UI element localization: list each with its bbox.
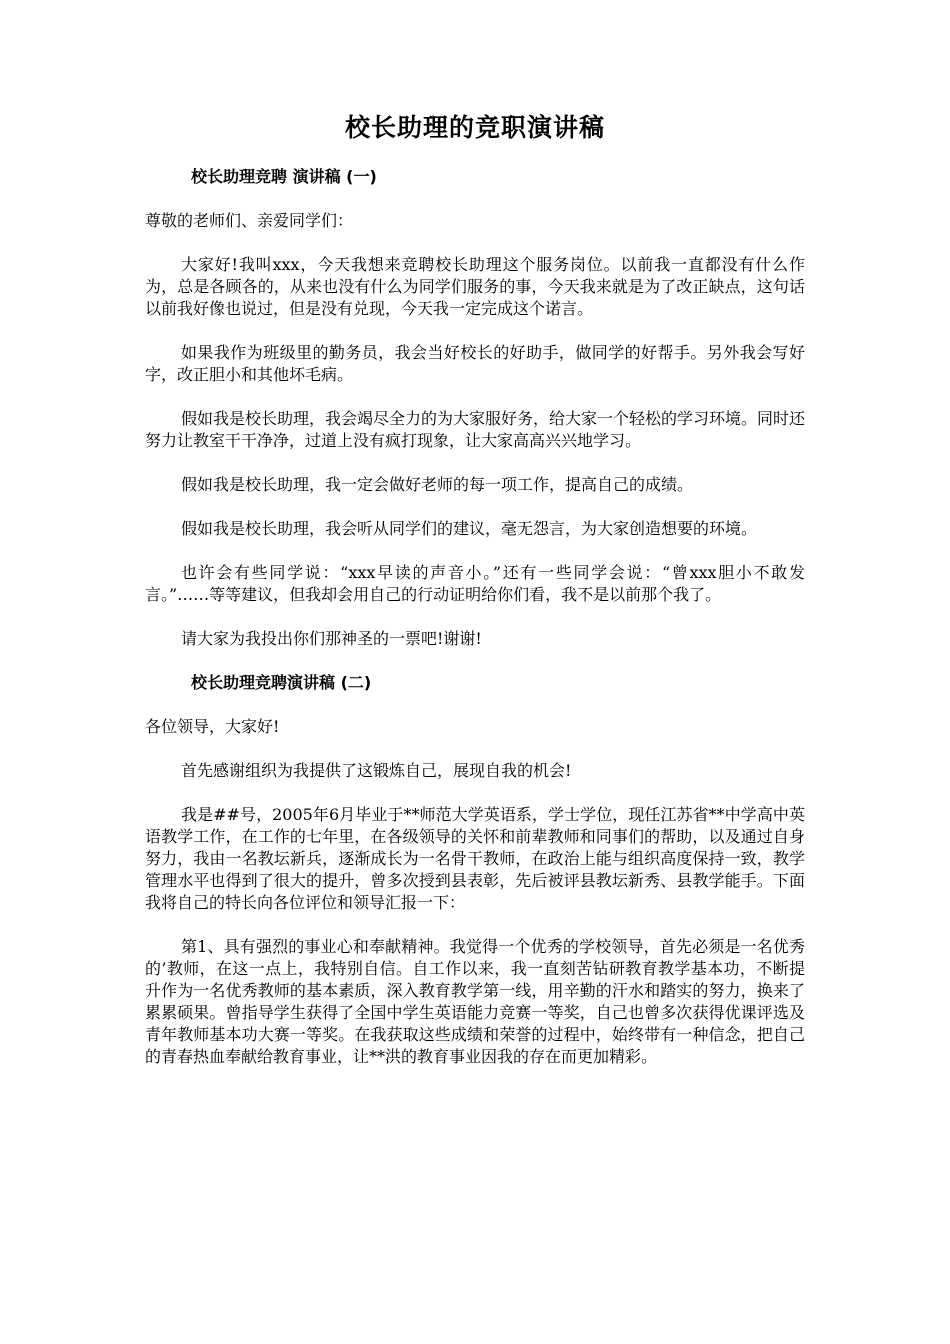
paragraph: 假如我是校长助理，我一定会做好老师的每一项工作，提高自己的成绩。 [181, 475, 694, 494]
paragraph: 请大家为我投出你们那神圣的一票吧!谢谢! [181, 629, 482, 648]
salutation: 各位领导，大家好! [145, 717, 280, 736]
section-two [145, 672, 805, 1068]
section-one [145, 166, 805, 650]
section-heading: 校长助理竞聘演讲稿 (二) [191, 673, 372, 692]
paragraph: 第1、具有强烈的事业心和奉献精神。我觉得一个优秀的学校领导，首先必须是一名优秀的’教师，在这一点上，我特别自信。自工作以来，我一直刻苦钻研教育教学基本功，不断提升作为一名优秀教师的基本素质，深入教育教学第一线，用辛勤的汗水和踏实的努力，换来了累累硕果。曾指导学生获得了全国中学生英语能力竞赛一等奖，自己也曾多次获得优课评选及青年教师基本功大赛一等奖。在我获取这些成绩和荣誉的过程中，始终带有一种信念，把自己的青春热血奉献给教育事业，让**洪的教育事业因我的存在而更加精彩。 [145, 937, 805, 1066]
document-page [145, 110, 805, 1090]
document-title: 校长助理的竞职演讲稿 [344, 113, 605, 142]
paragraph: 如果我作为班级里的勤务员，我会当好校长的好助手，做同学的好帮手。另外我会写好字，改正胆小和其他坏毛病。 [145, 343, 805, 384]
paragraph: 大家好!我叫xxx，今天我想来竞聘校长助理这个服务岗位。以前我一直都没有什么作为，总是各顾各的，从来也没有什么为同学们服务的事，今天我来就是为了改正缺点，这句话以前我好像也说过，但是没有兑现，今天我一定完成这个诺言。 [145, 255, 805, 318]
section-heading: 校长助理竞聘 演讲稿 (一) [191, 167, 377, 186]
paragraph: 假如我是校长助理，我会竭尽全力的为大家服好务，给大家一个轻松的学习环境。同时还努力让教室干干净净，过道上没有疯打现象，让大家高高兴兴地学习。 [145, 409, 806, 450]
paragraph: 也许会有些同学说：“xxx早读的声音小。”还有一些同学会说：“曾xxx胆小不敢发言。”……等等建议，但我却会用自己的行动证明给你们看，我不是以前那个我了。 [145, 563, 805, 604]
paragraph: 我是##号，2005年6月毕业于**师范大学英语系，学士学位，现任江苏省**中学高中英语教学工作，在工作的七年里，在各级领导的关怀和前辈教师和同事们的帮助，以及通过自身努力，我由一名教坛新兵，逐渐成长为一名骨干教师，在政治上能与组织高度保持一致，教学管理水平也得到了很大的提升，曾多次授到县表彰，先后被评县教坛新秀、县教学能手。下面我将自己的特长向各位评位和领导汇报一下： [145, 805, 805, 912]
salutation: 尊敬的老师们、亲爱同学们： [145, 211, 354, 230]
paragraph: 假如我是校长助理，我会听从同学们的建议，毫无怨言，为大家创造想要的环境。 [181, 519, 758, 538]
paragraph: 首先感谢组织为我提供了这锻炼自己，展现自我的机会! [181, 761, 572, 780]
